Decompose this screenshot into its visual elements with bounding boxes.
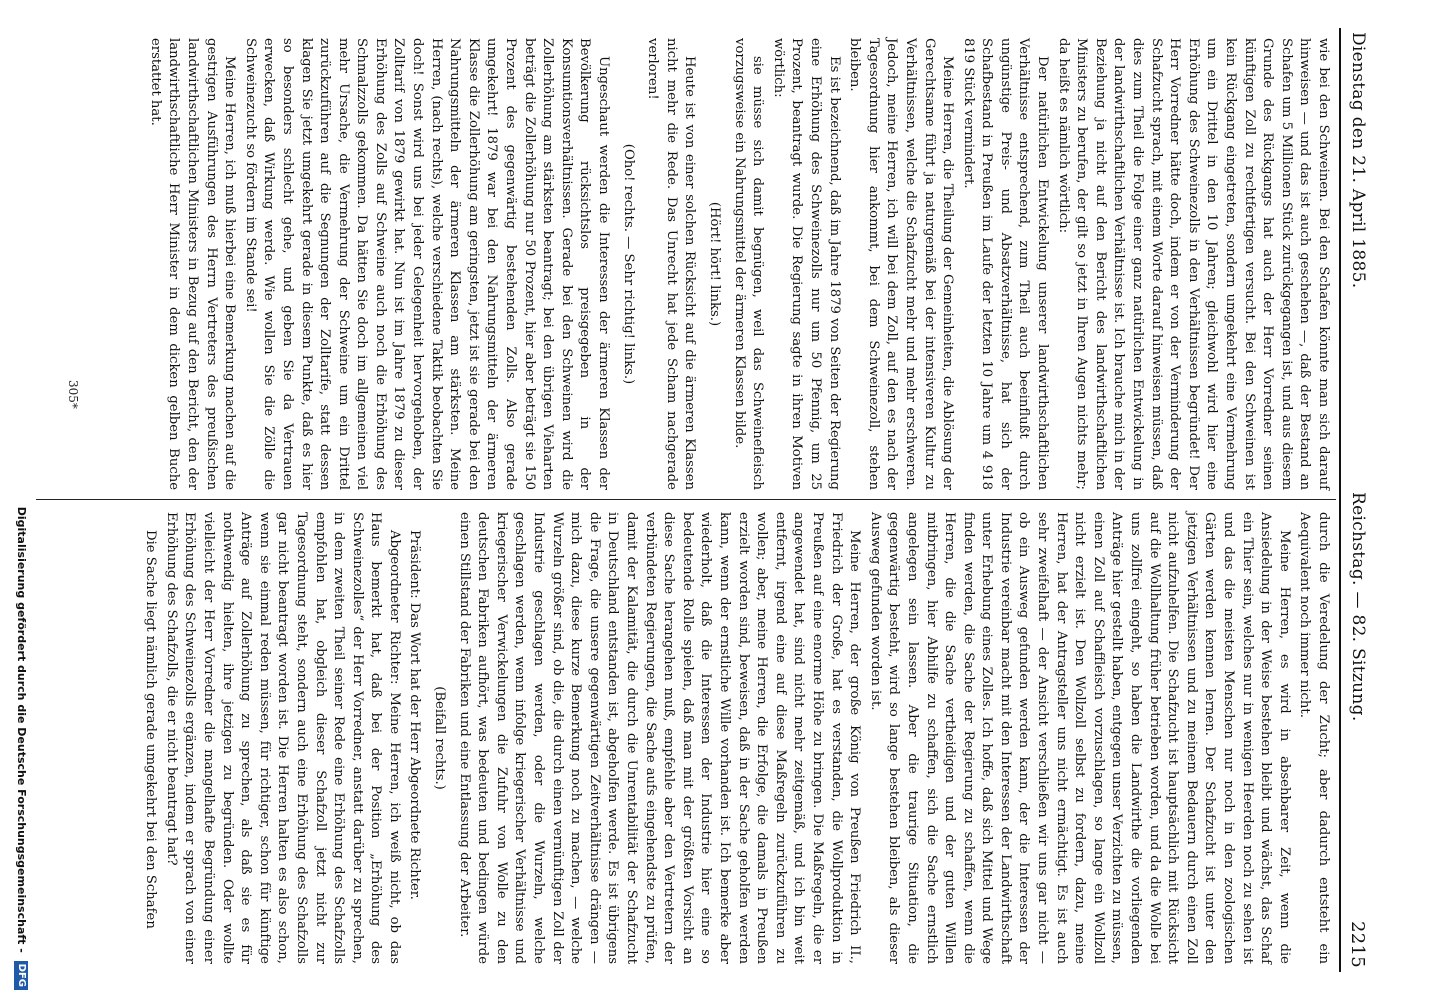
paragraph: Präsident: Das Wort hat der Herr Abgeordnete Richter.	[407, 530, 423, 900]
paragraph: Meine Herren, die Theilung der Gemeinheiten, die Ablösung der Gerechtsame führt ja naturgemäß bei der intensiveren Kultur zu Verhältnissen, welche die Schafzucht mehr und mehr erschweren. Jedoch, meine Herren, ich will bei dem Zoll, auf den es nach der Tagesordnung hier ankommt, bei dem Schweinezoll, stehen bleiben.	[847, 38, 956, 490]
paragraph: durch die Veredelung der Zucht; aber dadurch entsteht ein Aequivalent noch immer nicht.	[1297, 512, 1331, 964]
paragraph: Heute ist von einer solchen Rücksicht auf die ärmeren Klassen nicht mehr die Rede. Das Unrecht hat jede Scham nachgerade verloren!	[645, 38, 698, 490]
paragraph: Die Sache liegt nämlich gerade umgekehrt bei den Schafen	[143, 530, 159, 929]
header-date: Dienstag den 21. April 1885.	[1348, 32, 1368, 289]
page-number: 2215	[1347, 920, 1368, 968]
interjection: (Hört! hört! links.)	[707, 201, 722, 327]
paragraph: Ungeschaut werden die Interessen der ärmeren Klassen der Bevölkerung rücksichtslos preisgegeben in der Konsumtionsverhältnissen. Gerade bei den Schweinen wird die Zollerhöhung am stärksten beantragt; bei den übrigen Vieharten beträgt die Zollerhöhung nur 50 Prozent, hier aber beträgt sie 150 Prozent des gegenwärtig bestehenden Zolls. Also gerade umgekehrt! 1879 war bei den Nahrungsmitteln der ärmeren Klasse die Zollerhöhung am geringsten, jetzt ist sie gerade bei den Nahrungsmitteln der ärmeren Klassen am stärksten. Meine Herren, (nach rechts), welche verschiedene Taktik beobachten Sie doch! Sonst wird uns bei jeder Gelegenheit hervorgehoben, der Zolltarif von 1879 gewirkt hat. Nun ist im Jahre 1879 zu dieser Erhöhung des Zolls auf Schweine auch noch die Erhöhung des Schmalzzolls gekommen. Da hätten Sie doch im allgemeinen viel mehr Ursache, die Vermehrung der Schweine um ein Drittel zurückzuführen auf die Segnungen der Zolltarife, statt dessen klagen Sie jetzt umgekehrt gerade in diesem Punkte, daß es hier so besonders schlecht gehe, und geben Sie da Vertrauen erwecken, daß Wirkung werde. Wie wollen Sie die Zölle die Schweinezucht so fördern im Stande sei!	[242, 38, 612, 490]
header-session: Reichstag. — 82. Sitzung.	[1348, 492, 1368, 722]
header-rule	[1339, 28, 1341, 972]
paragraph: Der natürlichen Entwickelung unserer landwirthschaftlichen Verhältnisse entsprechend, zum Theil auch beeinflußt durch ungünstige Preis- und Absatzverhältnisse, hat sich der Schafbestand in Preußen im Laufe der letzten 10 Jahre um 4 918 819 Stück vermindert.	[960, 38, 1051, 490]
dfg-logo: DFG	[14, 961, 28, 990]
paragraph: wie bei den Schweinen. Bei den Schafen könnte man sich darauf hinweisen — und das ist auch geschehen —, daß der Bestand an Schafen um 5 Millionen Stück zurückgegangen ist, und aus diesem Grunde des Rückgangs hat auch der Herr Vorredner seinen künftigen Zoll zu rechtfertigen versucht. Bei den Schweinen ist kein Rückgang eingetreten, sondern umgekehrt eine Vermehrung um ein Drittel in den 10 Jahren; gleichwohl wird hier eine Erhöhung des Schweinezolls in den Verhältnissen begründet! Der Herr Vorredner hätte doch, indem er von der Verminderung der Schafzucht sprach, mit einem Worte darauf hinweisen müssen, daß dies zum Theil die Folge einer ganz natürlichen Entwickelung in der landwirthschaftlichen Verhältnisse ist. Ich brauche mich in der Beziehung ja nicht auf den Bericht des landwirthschaftlichen Ministers zu berufen, der gilt so jetzt in Ihren Augen nichts mehr; da heißt es nämlich wörtlich:	[1055, 38, 1331, 490]
page-signature: 305*	[66, 380, 80, 409]
column-divider	[36, 499, 1336, 500]
digitization-credit-text: Digitalisierung gefördert durch die Deutsche Forschungsgemeinschaft -	[15, 506, 28, 953]
paragraph: Abgeordneter Richter: Meine Herren, ich weiß nicht, ob das Haus bemerkt hat, daß bei der Position „Erhöhung des Schweinezolles“ der Herr Vorredner, anstatt darüber zu sprechen, in dem zweiten Theil seiner Rede eine Erhöhung des Schafzolls empfohlen hat, obgleich dieser Schafzoll jetzt nicht zur Tagesordnung steht, sondern auch eine Erhöhung des Schafzolls gar nicht beantragt worden ist. Die Herren halten es also schon, wenn sie einmal reden müssen, für richtiger, schon für künftige Anträge auf Zollerhöhung zu sprechen, als daß sie es für nothwendig hielten, ihre jetzigen zu begründen. Oder wollte vielleicht der Herr Vorredner die mangelhafte Begründung einer Erhöhung des Schweinezolls ergänzen, indem er sprach von einer Erhöhung des Schafzolls, die er nicht beantragt hat?	[163, 512, 402, 964]
paragraph: sie müsse sich damit begnügen, weil das Schweinefleisch vorzugsweise ein Nahrungsmittel der ärmeren Klassen bilde.	[731, 38, 766, 490]
paragraph: Meine Herren, der große König von Preußen Friedrich II., Friedrich der Große, hat es verstanden, die Wollproduktion in Preußen auf eine enorme Höhe zu bringen. Die Maßregeln, die er angewendet hat, sind nicht mehr zeitgemäß, und ich bin weit entfernt, irgend eine auf diese Maßregeln zurückzuführen zu wollen; aber, meine Herren, die Erfolge, die damals in Preußen erzielt worden sind, beweisen, daß in der Sache geholfen werden kann, wenn der ernstliche Wille vorhanden ist. Ich bemerke aber wiederholt, daß die Interessen der Industrie hier eine so bedeutende Rolle spielen, daß man mit der größten Vorsicht an diese Sache herangehen muß, empfehle aber den Vertretern der verbündeten Regierungen, die Sache aufs eingehendste zu prüfen, damit der Kalamität, die durch die Unrentabilität der Schafzucht in Deutschland entstanden ist, abgeholfen werde. Es ist übrigens die Frage, die unsere gegenwärtigen Zeitverhältnisse drängen — mich dazu, diese kurze Bemerkung noch zu machen, — welche Wurzeln größer sind, ob die, die durch einen vernünftigen Zoll der Industrie geschlagen werden, oder die Wurzeln, welche geschlagen werden, wenn infolge kriegerischer Verhältnisse und kriegerischer Verwickelungen die Zufuhr von Wolle zu den deutschen Fabriken aufhört, was bedeuten und bedingen würde einen Stillstand der Fabriken und eine Entlassung der Arbeiter.	[456, 512, 863, 964]
paragraph: Meine Herren, es wird in absehbarer Zeit, wenn die Ansiedelung in der Weise bestehen bleibt und wächst, das Schaf ein Thier sein, welches nur in wenigen Heerden noch zu sehen ist und das die meisten Menschen nur noch in den zoologischen Gärten werden kennen lernen. Der Schafzucht ist unter den jetzigen Verhältnissen und zu meinem Bedauern durch einen Zoll nicht aufzuhelfen. Die Schafzucht ist hauptsächlich mit Rücksicht auf die Wollhaltung früher betrieben worden, und da die Wolle bei uns zollfrei eingeht, so haben die Landwirthe die vorliegenden Anträge hier gestellt haben, entgegen unser Verzichten zu müssen, einen Zoll auf Schaffleisch vorzuschlagen, so lange ein Wollzoll nicht erzielt ist. Den Wollzoll selbst zu fordern, dazu, meine Herren, hat der Antragsteller uns nicht ermächtigt. Es ist auch sehr zweifelhaft — der Ansicht verschließen wir uns gar nicht — ob ein Ausweg gefunden werden kann, der die Interessen der Industrie vereinbar macht mit den Interessen der Landwirthschaft unter Erhebung eines Zolles. Ich hoffe, daß sich Mittel und Wege finden werden, die Sache der Regierung zu schaffen, wenn die Herren, die die Sache vertheidigen und der guten Willen mitbringen, hier Abhilfe zu schaffen, sich die Sache ernstlich angelegen sein lassen. Aber die traurige Situation, die gegenwärtig besteht, wird so lange bestehen bleiben, als dieser Ausweg gefunden worden ist.	[867, 512, 1292, 964]
text-column-right	[42, 512, 1332, 964]
text-column-left	[42, 38, 1332, 490]
page-header	[1344, 32, 1370, 968]
paragraph: Es ist bezeichnend, daß im Jahre 1879 von Seiten der Regierung eine Erhöhung des Schweinezolls nur um 50 Pfennig, um 25 Prozent, beantragt wurde. Die Regierung sagte in ihren Motiven wörtlich:	[770, 38, 842, 490]
digitization-credit	[8, 10, 28, 990]
paragraph: Meine Herren, ich muß hierbei eine Bemerkung machen auf die gestrigen Ausführungen des Herrn Vertreters des preußischen landwirthschaftlichen Ministers in Bezug auf den Bericht, den der landwirthschaftliche Herr Minister in dem dicken gelben Buche erstattet hat.	[147, 38, 238, 490]
interjection: (Beifall rechts.)	[432, 686, 448, 790]
interjection: (Oho! rechts. — Sehr richtig! links.)	[620, 143, 636, 385]
